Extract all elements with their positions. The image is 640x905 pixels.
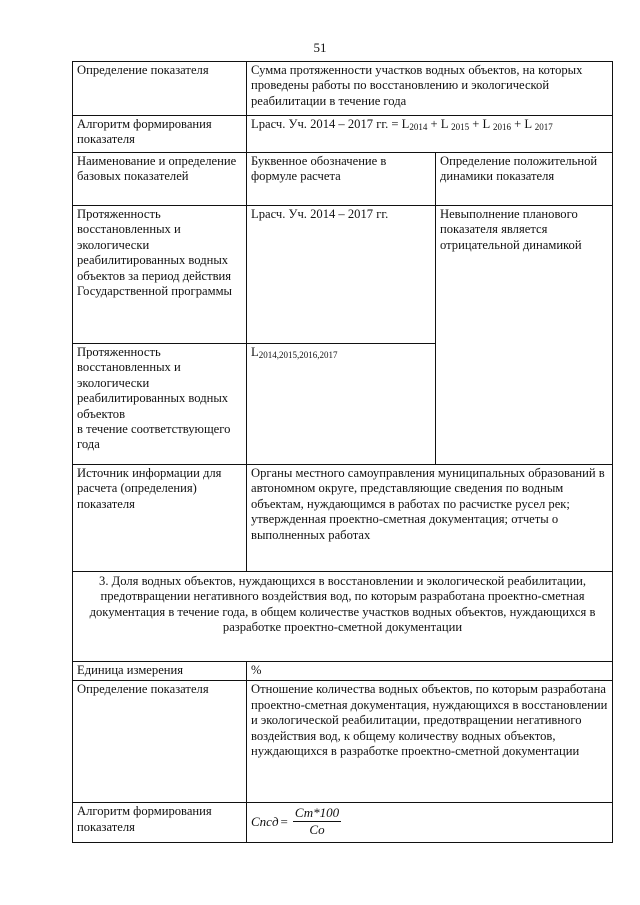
algorithm-label: Алгоритм формирования показателя <box>73 116 247 153</box>
table-row <box>73 153 613 206</box>
base2-letter-sub: 2014,2015,2016,2017 <box>258 350 338 360</box>
table-row <box>73 572 613 662</box>
indicator-table <box>72 61 613 843</box>
section-3-heading: 3. Доля водных объектов, нуждающихся в восстановлении и экологической реабилитации, предотвращении негативного воздействия вод, по которым разработана проектно-сметная документация в течение года, в общем количестве участков водных объектов, нуждающихся в разработке проектно-сметной документации <box>73 572 613 662</box>
algorithm-sub-2017: 2017 <box>534 122 553 132</box>
base1-name: Протяженность восстановленных и экологически реабилитированных водных объектов за период действия Государственной программы <box>73 206 247 344</box>
table-row <box>73 206 613 344</box>
table-row <box>73 662 613 681</box>
table-row <box>73 62 613 116</box>
formula-equals: = <box>280 814 288 830</box>
algorithm-sub-2014: 2014 <box>409 122 428 132</box>
unit-label: Единица измерения <box>73 662 247 681</box>
table-row <box>73 803 613 843</box>
base-header-dynamics: Определение положительной динамики показателя <box>436 153 613 206</box>
definition-label-2: Определение показателя <box>73 681 247 803</box>
table-row <box>73 116 613 153</box>
base2-letter-main: L <box>251 345 259 359</box>
base-header-letter: Буквенное обозначение в формуле расчета <box>247 153 436 206</box>
base2-name: Протяженность восстановленных и экологически реабилитированных водных объектов в течение соответствующего года <box>73 344 247 465</box>
base1-letter: Lрасч. Уч. 2014 – 2017 гг. <box>247 206 436 344</box>
formula-cell <box>247 803 613 843</box>
algorithm-lhs: Lрасч. Уч. 2014 – 2017 гг. = L <box>251 117 410 131</box>
unit-value: % <box>247 662 613 681</box>
formula-numerator: Ст*100 <box>294 805 340 821</box>
algorithm-plus-1: + L <box>427 117 452 131</box>
base-header-label: Наименование и определение базовых показателей <box>73 153 247 206</box>
base2-letter <box>247 344 436 465</box>
algorithm-formula <box>247 116 613 153</box>
formula-denominator: Со <box>309 822 325 838</box>
algorithm-sub-2016: 2016 <box>492 122 511 132</box>
page-number: 51 <box>313 40 327 55</box>
algorithm-sub-2015: 2015 <box>451 122 470 132</box>
formula-fraction <box>293 806 341 837</box>
algorithm-plus-3: + L <box>510 117 535 131</box>
definition-value: Сумма протяженности участков водных объектов, на которых проведены работы по восстановлению и экологической реабилитации в течение года <box>247 62 613 116</box>
definition-label: Определение показателя <box>73 62 247 116</box>
algorithm-plus-2: + L <box>469 117 493 131</box>
source-label: Источник информации для расчета (определения) показателя <box>73 465 247 572</box>
formula-lhs: Спсд <box>251 814 279 830</box>
source-value: Органы местного самоуправления муниципальных образований в автономном округе, представляющие сведения по водным объектам, нуждающимся в работах по расчистке русел рек; утвержденная проектно-сметная документация; отчеты о выполненных работах <box>247 465 613 572</box>
base-dynamics: Невыполнение планового показателя является отрицательной динамикой <box>436 206 613 465</box>
algorithm-label-2: Алгоритм формирования показателя <box>73 803 247 843</box>
definition-value-2: Отношение количества водных объектов, по которым разработана проектно-сметная документация, нуждающихся в восстановлении и экологической реабилитации, предотвращении негативного воздействия вод, к общему количеству водных объектов, нуждающихся в разработке проектно-сметной документации <box>247 681 613 803</box>
table-row <box>73 465 613 572</box>
table-row <box>73 681 613 803</box>
share-formula <box>251 804 341 837</box>
